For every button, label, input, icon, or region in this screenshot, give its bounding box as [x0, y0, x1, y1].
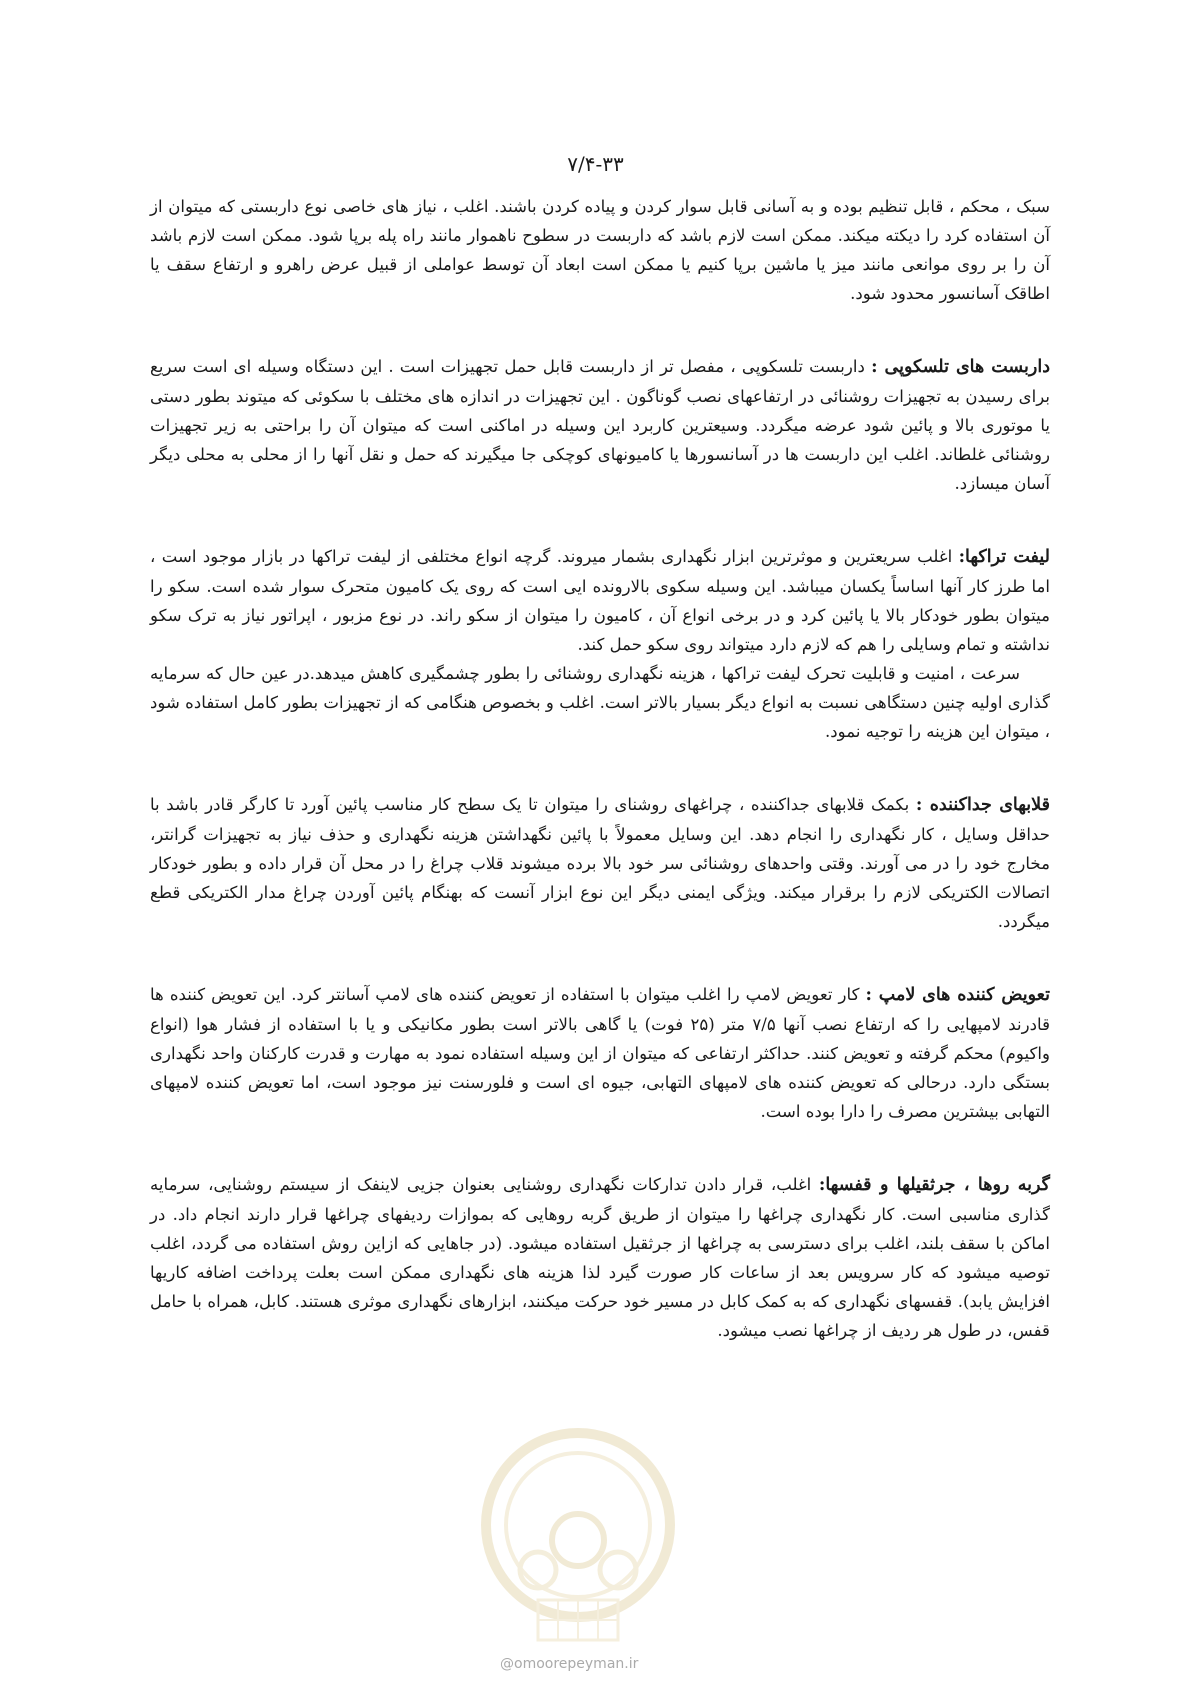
paragraph-intro: [150, 192, 1050, 308]
watermark-seal-icon: [468, 1420, 688, 1650]
page-number: ۷/۴-۳۳: [567, 152, 624, 176]
paragraph-heading: داربست های تلسکوپی :: [871, 357, 1050, 377]
paragraph-telescopic-scaffold: [150, 352, 1050, 498]
paragraph-disconnecting-hangers: [150, 790, 1050, 936]
paragraph-text: کار تعویض لامپ را اغلب میتوان با استفاده از تعویض کننده های لامپ آسانتر کرد. این تعویض کننده ها قادرند لامپهایی را که ارتفاع نصب آنها ۷/۵ متر (۲۵ فوت) یا گاهی بالاتر است بطور مکانیکی و یا با استفاده از فشار هوا (انواع واکیوم) محکم گرفته و تعویض کنند. حداکثر ارتفاعی که میتوان از این وسیله استفاده نمود به مهارت و قدرت کارکنان واحد نگهداری بستگی دارد. درحالی که تعویض کننده های لامپهای التهابی، جیوه ای است و فلورسنت نیز موجود است، اما تعویض کننده لامپهای التهابی بیشترین مصرف را دارا بوده است.: [150, 985, 1051, 1121]
paragraph-lamp-changers: [150, 980, 1050, 1126]
document-body: [150, 192, 1050, 1389]
paragraph-heading: قلابهای جداکننده :: [915, 795, 1050, 815]
footer-url: @omoorepeyman.ir: [500, 1656, 639, 1672]
paragraph-heading: گربه روها ، جرثقیلها و قفسها:: [818, 1175, 1050, 1195]
paragraph-lift-trucks: [150, 542, 1050, 746]
paragraph-text: بکمک قلابهای جداکننده ، چراغهای روشنای را میتوان تا یک سطح کار مناسب پائین آورد تا کارگر قادر باشد با حداقل وسایل ، کار نگهداری را انجام دهد. این وسایل معمولاً با پائین نگهداشتن هزینه نگهداری و حذف نیاز به تجهیزات گرانتر، مخارج خود را در می آورند. وقتی واحدهای روشنائی سر خود بالا برده میشوند قلاب چراغ را در محل آن قرار داده و بطور خودکار اتصالات الکتریکی لازم را برقرار میکند. ویژگی ایمنی دیگر این نوع ابزار آنست که بهنگام پائین آوردن چراغ مدار الکتریکی قطع میگردد.: [150, 795, 1050, 931]
paragraph-text: سبک ، محکم ، قابل تنظیم بوده و به آسانی قابل سوار کردن و پیاده کردن باشند. اغلب ، نیاز های خاصی نوع داربستی که میتوان از آن استفاده کرد را دیکته میکند. ممکن است لازم باشد که داربست در سطوح ناهموار مانند راه پله برپا شود. ممکن است لازم باشد آن را بر روی موانعی مانند میز یا ماشین برپا کنیم یا ممکن است ابعاد آن توسط عواملی از قبیل عرض راهرو و ارتفاع سقف یا اطاقک آسانسور محدود شود.: [150, 197, 1050, 303]
paragraph-text-continued: سرعت ، امنیت و قابلیت تحرک لیفت تراکها ، هزینه نگهداری روشنائی را بطور چشمگیری کاهش میدهد.در عین حال که سرمایه گذاری اولیه چنین دستگاهی نسبت به انواع دیگر بسیار بالاتر است. اغلب و بخصوص هنگامی که از تجهیزات بطور کامل استفاده شود ، میتوان این هزینه را توجیه نمود.: [150, 664, 1050, 741]
paragraph-heading: لیفت تراکها:: [958, 547, 1050, 567]
paragraph-heading: تعویض کننده های لامپ :: [865, 985, 1050, 1005]
paragraph-text: اغلب سریعترین و موثرترین ابزار نگهداری بشمار میروند. گرچه انواع مختلفی از لیفت تراکها در بازار موجود است ، اما طرز کار آنها اساساً یکسان میباشد. این وسیله سکوی بالارونده ایی است که روی یک کامیون متحرک سوار شده است. سکو را میتوان بطور خودکار بالا یا پائین کرد و در برخی انواع آن ، کامیون را میتوان از سکو راند. در نوع مزبور ، اپراتور نیاز به ترک سکو نداشته و تمام وسایلی را هم که لازم دارد میتواند روی سکو حمل کند.: [150, 547, 1050, 654]
paragraph-text: اغلب، قرار دادن تدارکات نگهداری روشنایی بعنوان جزیی لاینفک از سیستم روشنایی، سرمایه گذاری مناسبی است. کار نگهداری چراغها را میتوان از طریق گربه روهایی که بموازات ردیفهای چراغها قرار دارند انجام داد. در اماکن با سقف بلند، اغلب برای دسترسی به چراغها از جرثقیل استفاده میشود. (در جاهایی که ازاین روش استفاده می گردد، اغلب توصیه میشود که کار سرویس بعد از ساعات کار صورت گیرد لذا هزینه های نگهداری ممکن است بعلت پرداخت اضافه کاریها افزایش یابد). قفسهای نگهداری که به کمک کابل در مسیر خود حرکت میکنند، ابزارهای نگهداری موثری هستند. کابل، همراه با حامل قفس، در طول هر ردیف از چراغها نصب میشود.: [150, 1175, 1050, 1340]
paragraph-catwalks-cranes-cages: [150, 1170, 1050, 1345]
paragraph-text: داربست تلسکوپی ، مفصل تر از داربست قابل حمل تجهیزات است . این دستگاه وسیله ای است سریع برای رسیدن به تجهیزات روشنائی در ارتفاعهای نصب گوناگون . این تجهیزات در اندازه های مختلف با سکوئی که میتوند بطور دستی یا موتوری بالا و پائین شود عرضه میگردد. وسیعترین کاربرد این وسیله در اماکنی است که میتوان آن را براحتی به زیر تجهیزات روشنائی غلطاند. اغلب این داربست ها در آسانسورها یا کامیونهای کوچکی جا میگیرند که حمل و نقل آنها را از محلی به محلی دیگر آسان میسازد.: [150, 357, 1050, 493]
